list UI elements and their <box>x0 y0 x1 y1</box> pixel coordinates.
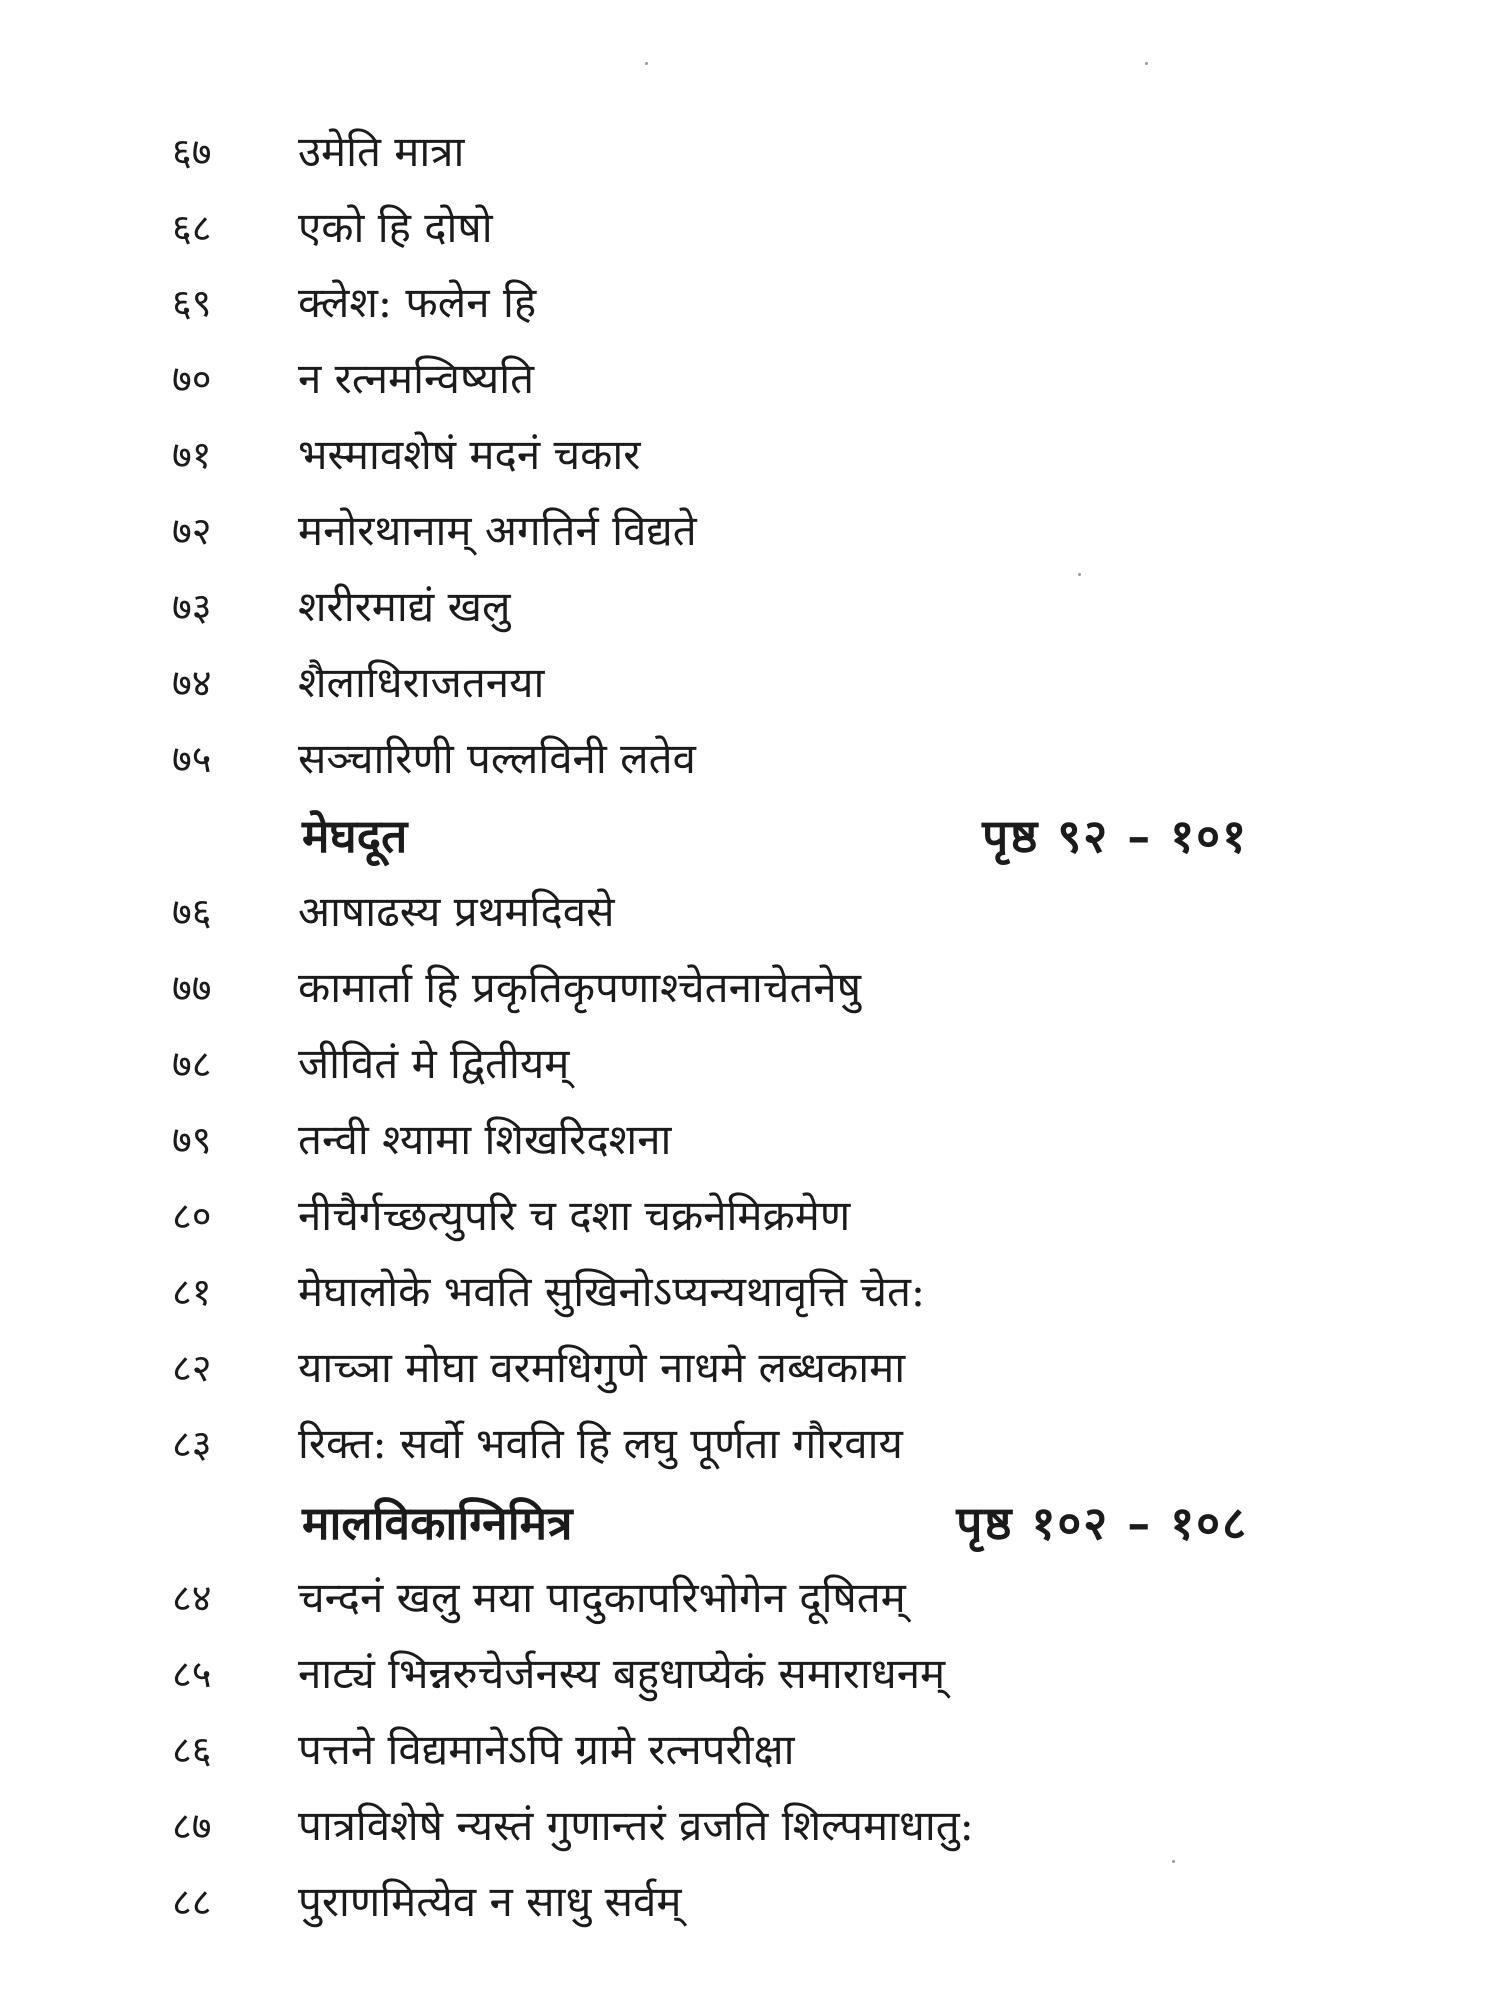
list-item <box>0 349 1500 409</box>
list-item <box>0 1262 1500 1322</box>
list-item <box>0 882 1500 942</box>
entry-text: क्लेश: फलेन हि <box>298 278 537 327</box>
list-item <box>0 1110 1500 1170</box>
entry-text: मेघालोके भवति सुखिनोऽप्यन्यथावृत्ति चेत: <box>298 1267 926 1316</box>
entry-number: ८६ <box>172 1728 212 1772</box>
list-item <box>0 653 1500 713</box>
section-title: मेघदूत <box>302 809 408 863</box>
page-range: पृष्ठ १०२ – १०८ <box>956 1496 1248 1550</box>
entry-text: भस्मावशेषं मदनं चकार <box>298 430 641 479</box>
list-item <box>0 1568 1500 1628</box>
list-item <box>0 198 1500 258</box>
scan-speck <box>1172 1860 1175 1863</box>
list-item <box>0 1414 1500 1474</box>
entry-number: ८८ <box>172 1880 212 1924</box>
entry-text: चन्दनं खलु मया पादुकापरिभोगेन दूषितम् <box>298 1573 906 1622</box>
list-item <box>0 958 1500 1018</box>
list-item <box>0 1644 1500 1704</box>
entry-text: नाट्यं भिन्नरुचेर्जनस्य बहुधाप्येकं समाराधनम् <box>298 1649 946 1698</box>
entry-text: याच्ञा मोघा वरमधिगुणे नाधमे लब्धकामा <box>298 1343 906 1392</box>
entry-number: ७३ <box>172 585 212 629</box>
entry-text: मनोरथानाम् अगतिर्न विद्यते <box>298 506 697 555</box>
scan-speck <box>645 62 648 65</box>
entry-number: ७५ <box>172 737 212 781</box>
entry-number: ८५ <box>172 1652 212 1696</box>
entry-number: ७२ <box>172 509 212 553</box>
list-item <box>0 1338 1500 1398</box>
list-item <box>0 501 1500 561</box>
scan-speck <box>1078 573 1081 576</box>
entry-number: ८२ <box>172 1346 212 1390</box>
entry-text: न रत्नमन्विष्यति <box>298 354 535 403</box>
entry-text: उमेति मात्रा <box>298 127 465 176</box>
entry-text: पत्तने विद्यमानेऽपि ग्रामे रत्नपरीक्षा <box>298 1725 795 1774</box>
list-item <box>0 1720 1500 1780</box>
entry-number: ६७ <box>172 130 212 174</box>
entry-text: एको हि दोषो <box>298 203 493 252</box>
section-title: मालविकाग्निमित्र <box>302 1496 573 1550</box>
list-item <box>0 1186 1500 1246</box>
section-heading <box>0 1488 1500 1558</box>
page-range: पृष्ठ ९२ – १०१ <box>982 809 1248 863</box>
entry-text: कामार्ता हि प्रकृतिकृपणाश्चेतनाचेतनेषु <box>298 963 861 1012</box>
entry-number: ७४ <box>172 661 212 705</box>
list-item <box>0 122 1500 182</box>
entry-text: तन्वी श्यामा शिखरिदशना <box>298 1115 672 1164</box>
entry-number: ७८ <box>172 1042 212 1086</box>
entry-number: ८३ <box>172 1422 212 1466</box>
entry-text: रिक्त: सर्वो भवति हि लघु पूर्णता गौरवाय <box>298 1419 903 1468</box>
entry-number: ७० <box>172 357 212 401</box>
entry-text: आषाढस्य प्रथमदिवसे <box>298 887 615 936</box>
entry-text: शैलाधिराजतनया <box>298 658 545 707</box>
list-item <box>0 577 1500 637</box>
entry-number: ७१ <box>172 433 212 477</box>
list-item <box>0 1034 1500 1094</box>
entry-number: ८० <box>172 1194 212 1238</box>
entry-number: ८४ <box>172 1576 212 1620</box>
entry-number: ७९ <box>172 1118 212 1162</box>
scan-speck <box>1145 62 1148 65</box>
entry-number: ७६ <box>172 890 212 934</box>
section-heading <box>0 801 1500 871</box>
entry-text: पात्रविशेषे न्यस्तं गुणान्तरं व्रजति शिल्पमाधातु: <box>298 1801 974 1850</box>
entry-number: ६८ <box>172 206 212 250</box>
entry-text: शरीरमाद्यं खलु <box>298 582 511 631</box>
entry-number: ८१ <box>172 1270 212 1314</box>
entry-text: नीचैर्गच्छत्युपरि च दशा चक्रनेमिक्रमेण <box>298 1191 851 1240</box>
entry-number: ८७ <box>172 1804 212 1848</box>
list-item <box>0 425 1500 485</box>
list-item <box>0 273 1500 333</box>
list-item <box>0 1796 1500 1856</box>
list-item <box>0 729 1500 789</box>
entry-number: ६९ <box>172 281 212 325</box>
entry-text: सञ्चारिणी पल्लविनी लतेव <box>298 734 696 783</box>
entry-text: पुराणमित्येव न साधु सर्वम् <box>298 1877 682 1926</box>
list-item <box>0 1872 1500 1932</box>
entry-text: जीवितं मे द्वितीयम् <box>298 1039 570 1088</box>
entry-number: ७७ <box>172 966 212 1010</box>
